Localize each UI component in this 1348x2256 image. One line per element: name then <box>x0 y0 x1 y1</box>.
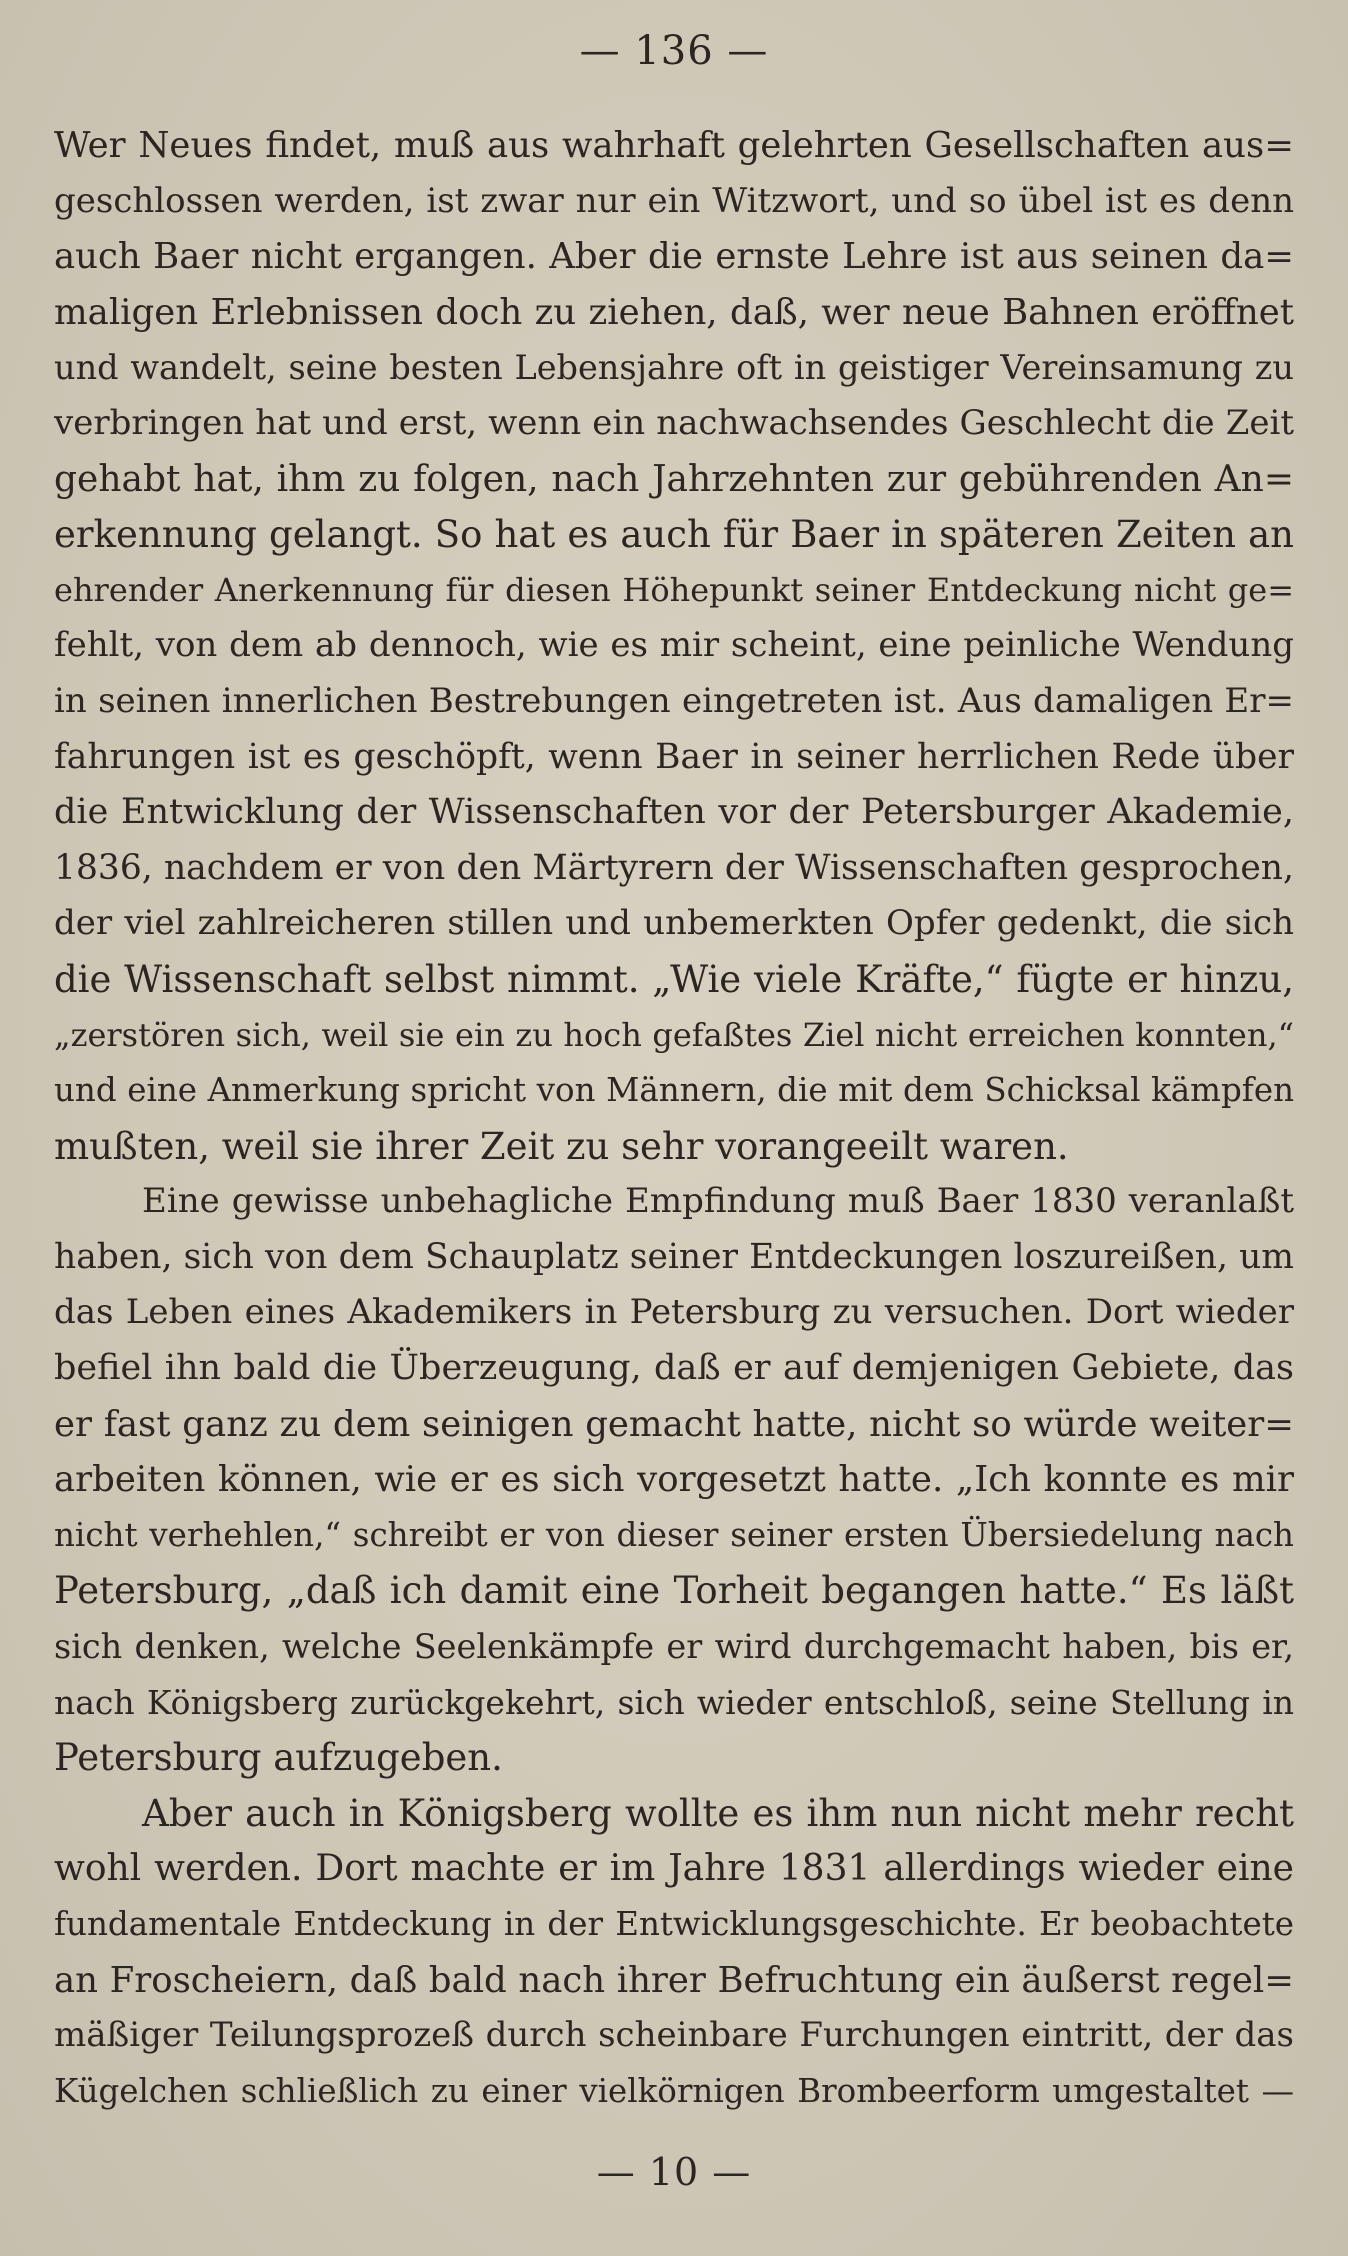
text-line: nicht verhehlen,“ schreibt er von dieser seiner ersten Übersiedelung nach <box>54 1515 1294 1554</box>
signature-mark: — 10 — <box>596 2150 752 2194</box>
text-line: mäßiger Teilungsprozeß durch scheinbare Furchungen eintritt, der das <box>54 2015 1294 2056</box>
text-line: wohl werden. Dort machte er im Jahre 1831 allerdings wieder eine <box>54 1848 1294 1890</box>
text-line: maligen Erlebnissen doch zu ziehen, daß, wer neue Bahnen eröffnet <box>54 291 1294 333</box>
text-line: und eine Anmerkung spricht von Männern, die mit dem Schicksal kämpfen <box>54 1071 1294 1110</box>
text-line: nach Königsberg zurückgekehrt, sich wieder entschloß, seine Stellung in <box>54 1682 1294 1722</box>
text-line: fundamentale Entdeckung in der Entwicklungsgeschichte. Er beobachtete <box>54 1905 1294 1943</box>
text-line: haben, sich von dem Schauplatz seiner Entdeckungen loszureißen, um <box>54 1236 1294 1277</box>
text-line: Petersburg, „daß ich damit eine Torheit begangen hatte.“ Es läßt <box>54 1569 1294 1613</box>
text-line: fahrungen ist es geschöpft, wenn Baer in seiner herrlichen Rede über <box>54 736 1294 777</box>
text-line: gehabt hat, ihm zu folgen, nach Jahrzehnten zur gebührenden An= <box>54 458 1294 500</box>
text-line: das Leben eines Akademikers in Petersburg zu versuchen. Dort wieder <box>54 1292 1294 1333</box>
text-line: sich denken, welche Seelenkämpfe er wird durchgemacht haben, bis er, <box>54 1627 1294 1667</box>
text-line: 1836, nachdem er von den Märtyrern der Wissenschaften gesprochen, <box>54 847 1294 888</box>
text-line: in seinen innerlichen Bestrebungen eingetreten ist. Aus damaligen Er= <box>54 680 1294 721</box>
text-line: Aber auch in Königsberg wollte es ihm nun nicht mehr recht <box>142 1791 1294 1835</box>
text-line: Eine gewisse unbehagliche Empfindung muß Baer 1830 veranlaßt <box>142 1181 1294 1222</box>
text-line: „zerstören sich, weil sie ein zu hoch gefaßtes Ziel nicht erreichen konnten,“ <box>54 1015 1294 1054</box>
text-line: verbringen hat und erst, wenn ein nachwachsendes Geschlecht die Zeit <box>54 402 1294 443</box>
text-line: die Entwicklung der Wissenschaften vor der Petersburger Akademie, <box>54 792 1294 833</box>
text-line: befiel ihn bald die Überzeugung, daß er auf demjenigen Gebiete, das <box>54 1348 1294 1389</box>
text-line: Wer Neues findet, muß aus wahrhaft gelehrten Gesellschaften aus= <box>54 125 1294 166</box>
text-line: er fast ganz zu dem seinigen gemacht hatte, nicht so würde weiter= <box>54 1403 1294 1445</box>
text-line: auch Baer nicht ergangen. Aber die ernste Lehre ist aus seinen da= <box>54 236 1294 278</box>
text-line: mußten, weil sie ihrer Zeit zu sehr vorangeeilt waren. <box>54 1124 1069 1168</box>
text-line: Kügelchen schließlich zu einer vielkörnigen Brombeerform umgestaltet — <box>54 2071 1294 2110</box>
text-line: die Wissenschaft selbst nimmt. „Wie viele Kräfte,“ fügte er hinzu, <box>54 957 1294 1001</box>
text-line: geschlossen werden, ist zwar nur ein Witzwort, und so übel ist es denn <box>54 180 1294 221</box>
text-line: Petersburg aufzugeben. <box>54 1736 503 1780</box>
text-line: arbeiten können, wie er es sich vorgesetzt hatte. „Ich konnte es mir <box>54 1459 1294 1501</box>
text-line: der viel zahlreicheren stillen und unbemerkten Opfer gedenkt, die sich <box>54 903 1294 944</box>
text-line: und wandelt, seine besten Lebensjahre oft in geistiger Vereinsamung zu <box>54 348 1294 388</box>
text-line: ehrender Anerkennung für diesen Höhepunkt seiner Entdeckung nicht ge= <box>54 570 1294 609</box>
text-line: an Froscheiern, daß bald nach ihrer Befruchtung ein äußerst regel= <box>54 1959 1294 2001</box>
text-line: erkennung gelangt. So hat es auch für Baer in späteren Zeiten an <box>54 513 1294 557</box>
text-line: fehlt, von dem ab dennoch, wie es mir scheint, eine peinliche Wendung <box>54 625 1294 666</box>
body-text <box>54 118 1294 2119</box>
page-number: — 136 — <box>579 28 769 74</box>
